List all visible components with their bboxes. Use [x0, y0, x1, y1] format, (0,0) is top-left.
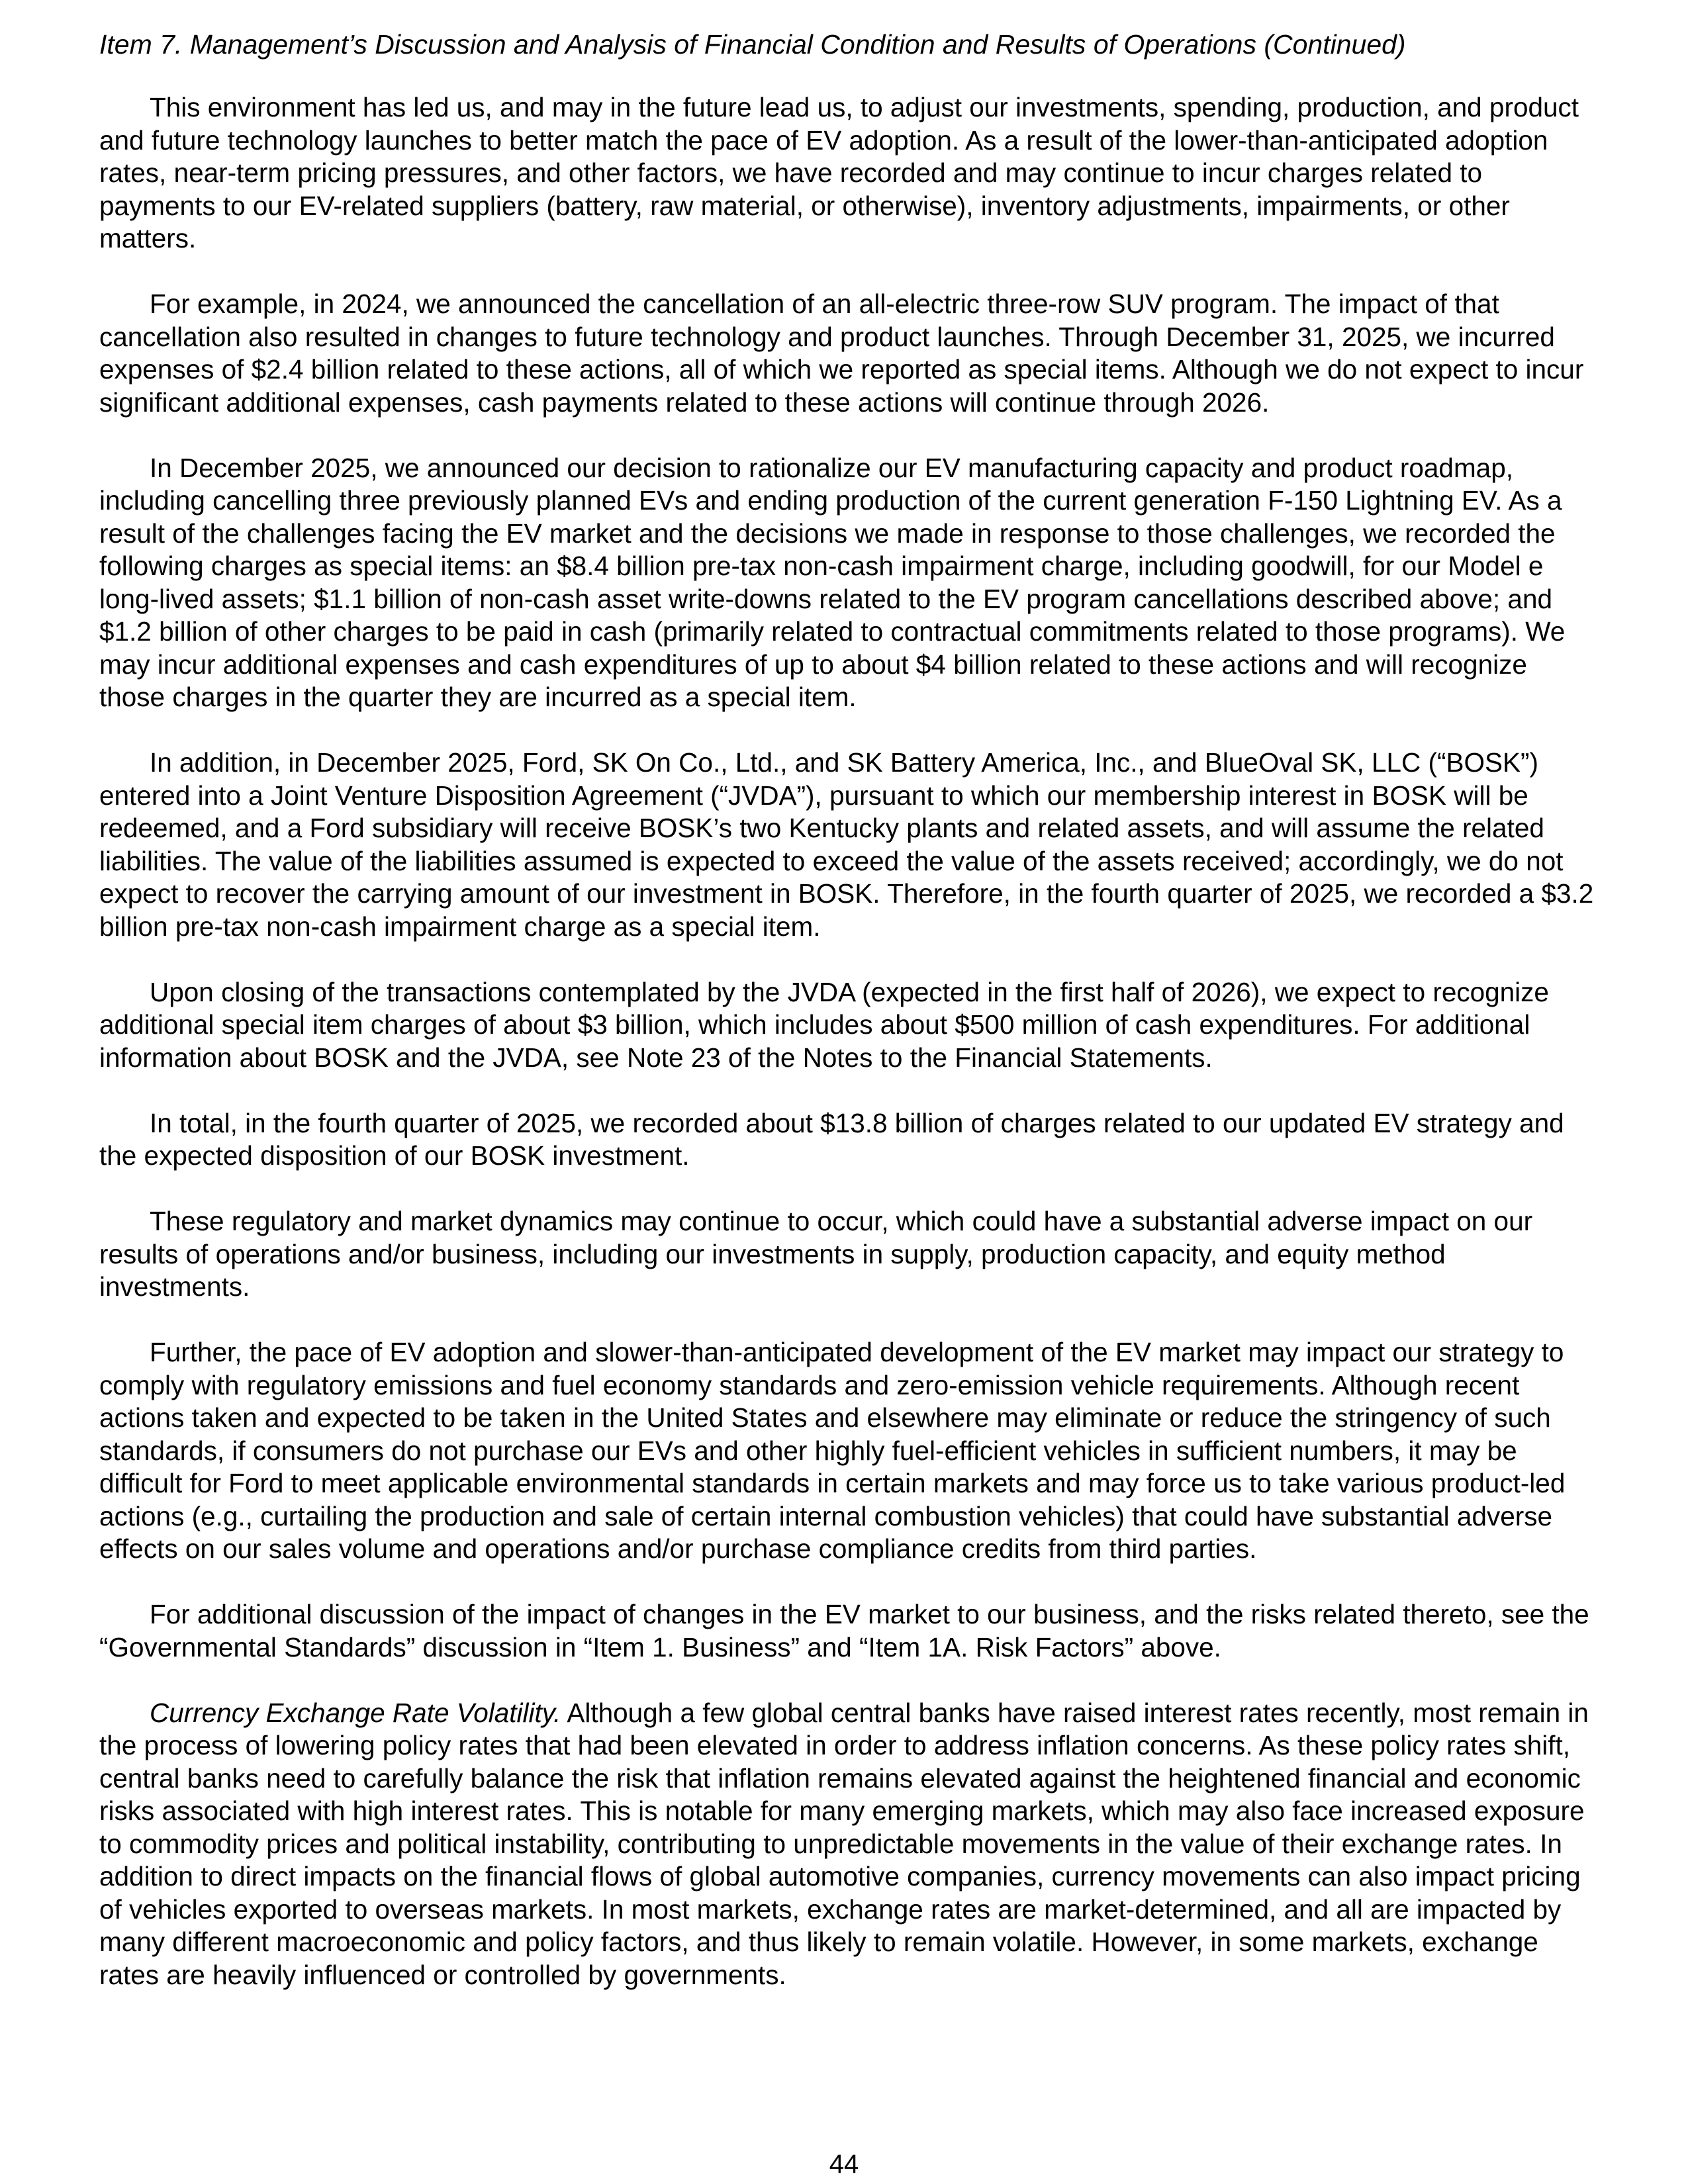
currency-body-text: Although a few global central banks have raised interest rates recently, most remain in the process of lowering policy rates that had been elevated in order to address inflation concerns. As these policy rates shift, central banks need to carefully balance the risk that inflation remains elevated against the heightened financial and economic risks associated with high interest rates. This is notable for many emerging markets, which may also face increased exposure to commodity prices and political instability, contributing to unpredictable movements in the value of their exchange rates. In addition to direct impacts on the financial flows of global automotive companies, currency movements can also impact pricing of vehicles exported to overseas markets. In most markets, exchange rates are market-determined, and all are impacted by many different macroeconomic and policy factors, and thus likely to remain volatile. However, in some markets, exchange rates are heavily influenced or controlled by governments.	[99, 1697, 1589, 1990]
page-number: 44	[829, 2150, 859, 2179]
paragraph-total-charges: In total, in the fourth quarter of 2025, we recorded about $13.8 billion of charges related to our updated EV strategy and the expected disposition of our BOSK investment.	[99, 1107, 1564, 1171]
paragraph-ev-rationalization: In December 2025, we announced our decision to rationalize our EV manufacturing capacity and product roadmap, including cancelling three previously planned EVs and ending production of the current generation F-150 Lightning EV. As a result of the challenges facing the EV market and the decisions we made in response to those challenges, we recorded the following charges as special items: an $8.4 billion pre-tax non-cash impairment charge, including goodwill, for our Model e long-lived assets; $1.1 billion of non-cash asset write-downs related to the EV program cancellations described above; and $1.2 billion of other charges to be paid in cash (primarily related to contractual commitments related to those programs). We may incur additional expenses and cash expenditures of up to about $4 billion related to these actions and will recognize those charges in the quarter they are incurred as a special item.	[99, 452, 1566, 712]
paragraph-market-dynamics: These regulatory and market dynamics may continue to occur, which could have a substantial adverse impact on our results of operations and/or business, including our investments in supply, production capacity, and equity method investments.	[99, 1206, 1533, 1302]
currency-lead-heading: Currency Exchange Rate Volatility.	[150, 1697, 561, 1728]
paragraph-additional-discussion: For additional discussion of the impact of changes in the EV market to our business, and the risks related thereto, see the “Governmental Standards” discussion in “Item 1. Business” and “Item 1A. Risk Factors” above.	[99, 1599, 1589, 1662]
document-page	[99, 28, 1595, 2025]
paragraph-currency-volatility	[99, 1697, 1595, 1992]
paragraph-suv-cancellation: For example, in 2024, we announced the cancellation of an all-electric three-row SUV program. The impact of that cancellation also resulted in changes to future technology and product launches. Through December 31, 2025, we incurred expenses of $2.4 billion related to these actions, all of which we reported as special items. Although we do not expect to incur significant additional expenses, cash payments related to these actions will continue through 2026.	[99, 289, 1584, 418]
paragraph-ev-adjustments: This environment has led us, and may in the future lead us, to adjust our investments, spending, production, and product and future technology launches to better match the pace of EV adoption. As a result of the lower-than-anticipated adoption rates, near-term pricing pressures, and other factors, we have recorded and may continue to incur charges related to payments to our EV-related suppliers (battery, raw material, or otherwise), inventory adjustments, impairments, or other matters.	[99, 92, 1579, 253]
section-header: Item 7. Management’s Discussion and Analysis of Financial Condition and Results of Operations (Continued)	[99, 29, 1406, 60]
paragraph-emissions-standards: Further, the pace of EV adoption and slower-than-anticipated development of the EV market may impact our strategy to comply with regulatory emissions and fuel economy standards and zero-emission vehicle requirements. Although recent actions taken and expected to be taken in the United States and elsewhere may eliminate or reduce the stringency of such standards, if consumers do not purchase our EVs and other highly fuel-efficient vehicles in sufficient numbers, it may be difficult for Ford to meet applicable environmental standards in certain markets and may force us to take various product-led actions (e.g., curtailing the production and sale of certain internal combustion vehicles) that could have substantial adverse effects on our sales volume and operations and/or purchase compliance credits from third parties.	[99, 1337, 1566, 1564]
paragraph-jvda-closing: Upon closing of the transactions contemplated by the JVDA (expected in the first half of 2026), we expect to recognize additional special item charges of about $3 billion, which includes about $500 million of cash expenditures. For additional information about BOSK and the JVDA, see Note 23 of the Notes to the Financial Statements.	[99, 976, 1549, 1073]
paragraph-bosk-jvda: In addition, in December 2025, Ford, SK On Co., Ltd., and SK Battery America, Inc., and BlueOval SK, LLC (“BOSK”) entered into a Joint Venture Disposition Agreement (“JVDA”), pursuant to which our membership interest in BOSK will be redeemed, and a Ford subsidiary will receive BOSK’s two Kentucky plants and related assets, and will assume the related liabilities. The value of the liabilities assumed is expected to exceed the value of the assets received; accordingly, we do not expect to recover the carrying amount of our investment in BOSK. Therefore, in the fourth quarter of 2025, we recorded a $3.2 billion pre-tax non-cash impairment charge as a special item.	[99, 747, 1594, 942]
